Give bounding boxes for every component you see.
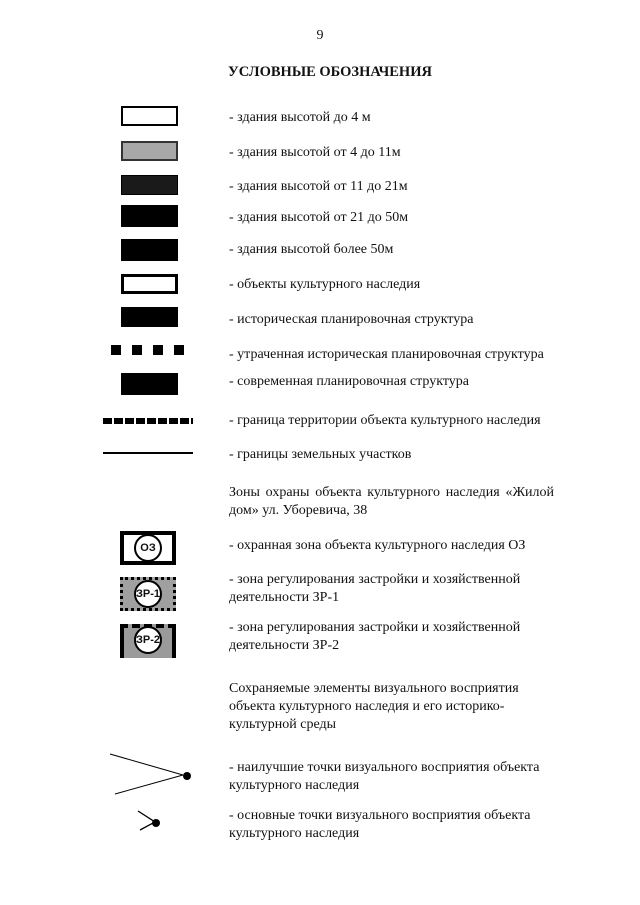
heritage-boundary-symbol: [103, 418, 193, 424]
legend-item: - современная планировочная структура: [229, 374, 470, 389]
page-number: 9: [316, 28, 324, 43]
visual-label: - наилучшие точки визуального восприятия объекта культурного наследия: [229, 760, 540, 793]
zone-badge: ЗР-1: [134, 580, 162, 608]
modern-structure-symbol: [121, 373, 178, 395]
land-plot-boundary-symbol: [103, 452, 193, 454]
legend-item: - здания высотой от 4 до 11м: [229, 145, 401, 160]
zone-badge: ОЗ: [134, 534, 162, 562]
historic-structure-symbol: [121, 307, 178, 327]
page-title: УСЛОВНЫЕ ОБОЗНАЧЕНИЯ: [228, 64, 432, 80]
legend-item: - границы земельных участков: [229, 447, 412, 462]
legend-item: - здания высотой от 11 до 21м: [229, 179, 408, 194]
best-viewpoint-icon: [105, 750, 195, 800]
zone-zr1-symbol: [120, 577, 176, 611]
zone-label: - зона регулирования застройки и хозяйственной деятельности ЗР-1: [229, 572, 521, 605]
visual-heading: Сохраняемые элементы визуального восприятия объекта культурного наследия и его историко-культурной среды: [229, 681, 519, 732]
zone-label: - зона регулирования застройки и хозяйственной деятельности ЗР-2: [229, 620, 521, 653]
legend-item: - граница территории объекта культурного наследия: [229, 413, 541, 428]
legend-item: - объекты культурного наследия: [229, 277, 421, 292]
legend-item: - историческая планировочная структура: [229, 312, 474, 327]
cultural-heritage-symbol: [121, 274, 178, 294]
building-4-11m-symbol: [121, 141, 178, 161]
main-viewpoint-icon: [135, 808, 165, 834]
legend-item: - утраченная историческая планировочная структура: [229, 347, 544, 362]
zone-label: - охранная зона объекта культурного наследия ОЗ: [229, 538, 526, 553]
zone-zr2-symbol: [120, 624, 176, 658]
building-11-21m-symbol: [121, 175, 178, 195]
zone-oz-symbol: [120, 531, 176, 565]
legend-item: - здания высотой более 50м: [229, 242, 394, 257]
legend-item: - здания высотой от 21 до 50м: [229, 210, 409, 225]
lost-historic-structure-symbol: [111, 345, 187, 355]
zones-heading: Зоны охраны объекта культурного наследия «Жилой дом» ул. Уборевича, 38: [229, 485, 554, 518]
zone-badge: ЗР-2: [134, 626, 162, 654]
visual-label: - основные точки визуального восприятия объекта культурного наследия: [229, 808, 531, 841]
building-21-50m-symbol: [121, 205, 178, 227]
building-up-to-4m-symbol: [121, 106, 178, 126]
legend-item: - здания высотой до 4 м: [229, 110, 371, 125]
building-over-50m-symbol: [121, 239, 178, 261]
